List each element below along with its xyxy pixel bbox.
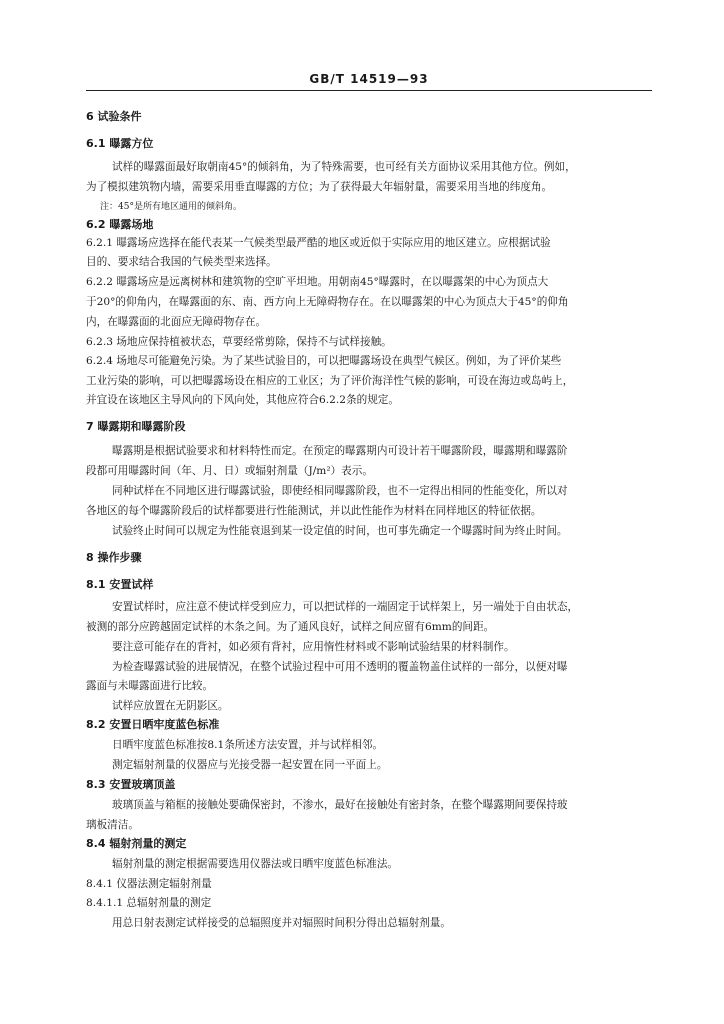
section-heading: 6 试验条件 (86, 110, 142, 123)
text-line: 6.2.2 曝露场应是远离树林和建筑物的空旷平坦地。用朝南45°曝露时，在以曝露架的中心为顶点大 (86, 276, 549, 288)
section-heading: 8.3 安置玻璃顶盖 (86, 778, 176, 791)
text-line: 被测的部分应跨越固定试样的木条之间。为了通风良好，试样之间应留有6mm的间距。 (86, 621, 495, 633)
text-line: 试样应放置在无阴影区。 (112, 700, 229, 712)
section-heading: 6.2 曝露场地 (86, 218, 154, 231)
header-rule (86, 90, 652, 91)
text-line: 并宜设在该地区主导风向的下风向处，其他应符合6.2.2条的规定。 (86, 394, 399, 406)
section-heading: 8.2 安置日晒牢度蓝色标准 (86, 718, 220, 731)
note-line: 注：45°是所有地区通用的倾斜角。 (100, 202, 242, 212)
text-line: 曝露期是根据试验要求和材料特性而定。在预定的曝露期内可设计若干曝露阶段，曝露期和曝露阶 (112, 445, 568, 457)
text-line: 用总日射表测定试样接受的总辐照度并对辐照时间积分得出总辐射剂量。 (112, 917, 451, 929)
text-line: 辐射剂量的测定根据需要选用仪器法或日晒牢度蓝色标准法。 (112, 858, 399, 870)
text-line: 内，在曝露面的北面应无障碍物存在。 (86, 316, 267, 328)
text-line: 目的、要求结合我国的气候类型来选择。 (86, 256, 277, 268)
text-line: 露面与未曝露面进行比较。 (86, 680, 214, 692)
text-line: 日晒牢度蓝色标准按8.1条所述方法安置，并与试样相邻。 (112, 739, 384, 751)
text-line: 试验终止时间可以规定为性能衰退到某一设定值的时间，也可事先确定一个曝露时间为终止时间。 (112, 525, 568, 537)
section-heading: 8.1 安置试样 (86, 578, 154, 591)
section-heading: 8 操作步骤 (86, 551, 142, 564)
text-line: 各地区的每个曝露阶段后的试样都要进行性能测试，并以此性能作为材料在同样地区的特征依据。 (86, 505, 542, 517)
text-line: 8.4.1.1 总辐射剂量的测定 (86, 897, 212, 909)
text-line: 为了模拟建筑物内墙，需要采用垂直曝露的方位；为了获得最大年辐射量，需要采用当地的纬度角。 (86, 181, 553, 193)
text-line: 8.4.1 仪器法测定辐射剂量 (86, 878, 212, 890)
text-line: 试样的曝露面最好取朝南45°的倾斜角，为了特殊需要，也可经有关方面协议采用其他方位。例如， (112, 161, 576, 173)
page-header-standard-number: GB/T 14519—93 (309, 72, 429, 86)
text-line: 同种试样在不同地区进行曝露试验，即使经相同曝露阶段，也不一定得出相同的性能变化，所以对 (112, 485, 568, 497)
text-line: 玻璃顶盖与箱框的接触处要确保密封，不渗水，最好在接触处有密封条，在整个曝露期间要保持玻 (112, 799, 568, 811)
text-line: 6.2.1 曝露场应选择在能代表某一气候类型最严酷的地区或近似于实际应用的地区建立。应根据试验 (86, 237, 551, 249)
text-line: 于20°的仰角内，在曝露面的东、南、西方向上无障碍物存在。在以曝露架的中心为顶点大于45°的仰角 (86, 296, 569, 308)
text-line: 工业污染的影响，可以把曝露场设在相应的工业区；为了评价海洋性气候的影响，可设在海边或岛屿上， (86, 375, 574, 387)
text-line: 为检查曝露试验的进展情况，在整个试验过程中可用不透明的覆盖物盖住试样的一部分，以便对曝 (112, 661, 568, 673)
text-line: 段都可用曝露时间（年、月、日）或辐射剂量（J/m²）表示。 (86, 465, 373, 477)
text-line: 6.2.3 场地应保持植被状态，草要经常剪除，保持不与试样接触。 (86, 336, 392, 348)
text-line: 安置试样时，应注意不使试样受到应力，可以把试样的一端固定于试样架上，另一端处于自由状态， (112, 601, 579, 613)
section-heading: 6.1 曝露方位 (86, 137, 154, 150)
text-line: 测定辐射剂量的仪器应与光接受器一起安置在同一平面上。 (112, 759, 388, 771)
section-heading: 7 曝露期和曝露阶段 (86, 420, 186, 433)
text-line: 6.2.4 场地尽可能避免污染。为了某些试验目的，可以把曝露场设在典型气候区。例如，为了评价某些 (86, 355, 562, 367)
text-line: 璃板清洁。 (86, 819, 139, 831)
section-heading: 8.4 辐射剂量的测定 (86, 837, 187, 850)
text-line: 要注意可能存在的背衬，如必须有背衬，应用惰性材料或不影响试验结果的材料制作。 (112, 641, 515, 653)
